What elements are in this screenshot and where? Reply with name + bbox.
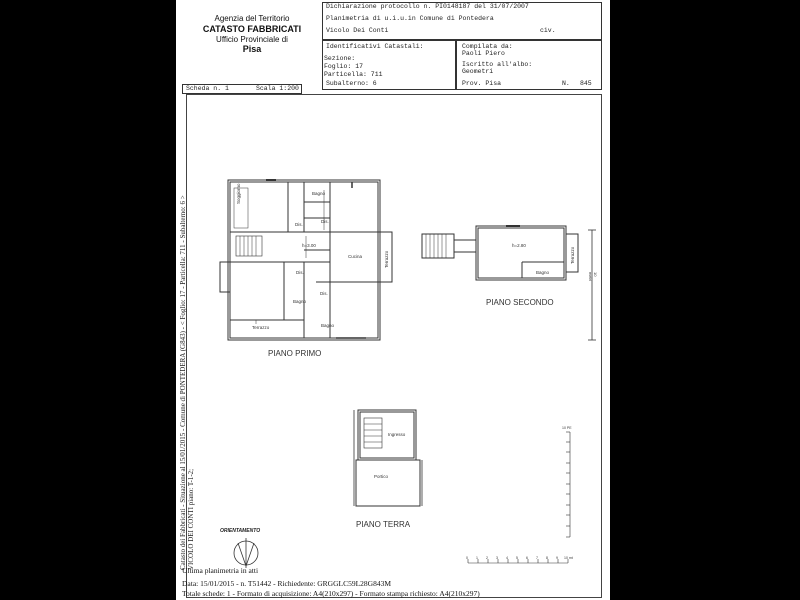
identifiers-title: Identificativi Catastali:	[326, 43, 424, 50]
albo-label: Iscritto all'albo:	[462, 61, 533, 68]
scale-tick-4: 4	[506, 556, 508, 560]
room-bagno-secondo: Bagno	[536, 270, 550, 275]
agency-office: Ufficio Provinciale di	[216, 35, 288, 44]
agency-title: CATASTO FABBRICATI	[202, 24, 302, 34]
numero-label: N.	[562, 80, 570, 87]
room-h-secondo: h=2.80	[512, 243, 526, 248]
province-text: Prov. Pisa	[462, 80, 502, 87]
room-terrazzo-secondo: Terrazzo	[570, 246, 575, 264]
room-bagno-primo-1: Bagno	[312, 191, 326, 196]
sezione-text: Sezione:	[324, 55, 356, 62]
room-bagno-primo-2: Bagno	[293, 299, 307, 304]
agency-name: Agenzia del Territorio	[214, 14, 290, 23]
scale-tick-10: 10 mt	[564, 556, 573, 560]
compiler-label: Compilata da:	[462, 43, 513, 50]
room-dis-primo-4: Dis.	[320, 291, 328, 296]
scale-tick-7: 7	[536, 556, 538, 560]
side-note-label: 10 metri	[588, 272, 598, 281]
vertical-ruler-label: 10 PE	[562, 426, 572, 430]
civ-text: civ.	[540, 27, 556, 34]
scale-tick-8: 8	[546, 556, 548, 560]
piano-secondo-title: PIANO SECONDO	[486, 298, 554, 307]
footer-last-plan: Ultima planimetria in atti	[182, 566, 259, 575]
cadastral-document	[176, 0, 610, 600]
compiler-name: Paoli Piero	[462, 50, 505, 57]
scale-tick-5: 5	[516, 556, 518, 560]
compass-icon	[234, 538, 258, 568]
agency-province: Pisa	[242, 44, 262, 54]
albo-value: Geometri	[462, 68, 494, 75]
scheda-text: Scheda n. 1	[186, 85, 229, 92]
room-terrazzo-primo: Terrazzo	[384, 250, 389, 268]
footer-date-line: Data: 15/01/2015 - n. T51442 - Richiedente: GRGGLC59L28G843M	[182, 579, 392, 588]
piano-secondo-plan	[422, 226, 578, 280]
room-terrazzo-primo-2: Terrazzo	[252, 325, 270, 330]
room-dis-primo-2: Dis.	[321, 219, 329, 224]
room-dis-primo-3: Dis.	[296, 270, 304, 275]
piano-primo-title: PIANO PRIMO	[268, 349, 322, 358]
protocol-text: Dichiarazione protocollo n. PI0148187 del 31/07/2007	[326, 3, 529, 10]
scale-tick-3: 3	[496, 556, 498, 560]
vertical-ruler	[566, 432, 570, 537]
foglio-text: Foglio: 17	[324, 63, 364, 70]
room-soggiorno: Soggiorno	[236, 183, 241, 204]
address-text: Vicolo Dei Conti	[326, 27, 389, 34]
room-cucina: Cucina	[348, 254, 363, 259]
scale-tick-6: 6	[526, 556, 528, 560]
room-dis-primo-1: Dis.	[295, 222, 303, 227]
subalterno-text: Subalterno: 6	[326, 80, 377, 87]
numero-value: 845	[580, 80, 592, 87]
piano-terra-plan	[354, 410, 422, 506]
piano-primo-plan	[220, 180, 392, 340]
orientamento-label: ORIENTAMENTO	[220, 528, 261, 534]
scale-tick-0: 0	[466, 556, 468, 560]
room-ingresso: Ingresso	[388, 432, 406, 437]
scala-text: Scala 1:200	[256, 85, 299, 92]
planimetry-text: Planimetria di u.i.u.in Comune di Pontedera	[326, 15, 494, 22]
scale-tick-9: 9	[556, 556, 558, 560]
piano-terra-title: PIANO TERRA	[356, 520, 411, 529]
particella-text: Particella: 711	[324, 71, 383, 78]
room-h-primo: h=3.00	[302, 243, 316, 248]
scale-tick-1: 1	[476, 556, 478, 560]
vertical-cadastral-note: Catasto dei Fabbricati - Situazione al 15/01/2015 - Comune di PONTEDERA (G843) - < Foglio: 17 - Particella: 711 - Subalterno: 6 >	[179, 195, 187, 570]
vertical-address-note: VICOLO DEI CONTI piano: T-1-2;	[187, 468, 195, 570]
scale-bar-labels	[466, 556, 576, 562]
scale-tick-2: 2	[486, 556, 488, 560]
room-bagno-primo-3: Bagno	[321, 323, 335, 328]
room-portico: Portico	[374, 474, 389, 479]
footer-schede-line: Totale schede: 1 - Formato di acquisizione: A4(210x297) - Formato stampa richiesto: A4(210x297)	[182, 589, 480, 598]
